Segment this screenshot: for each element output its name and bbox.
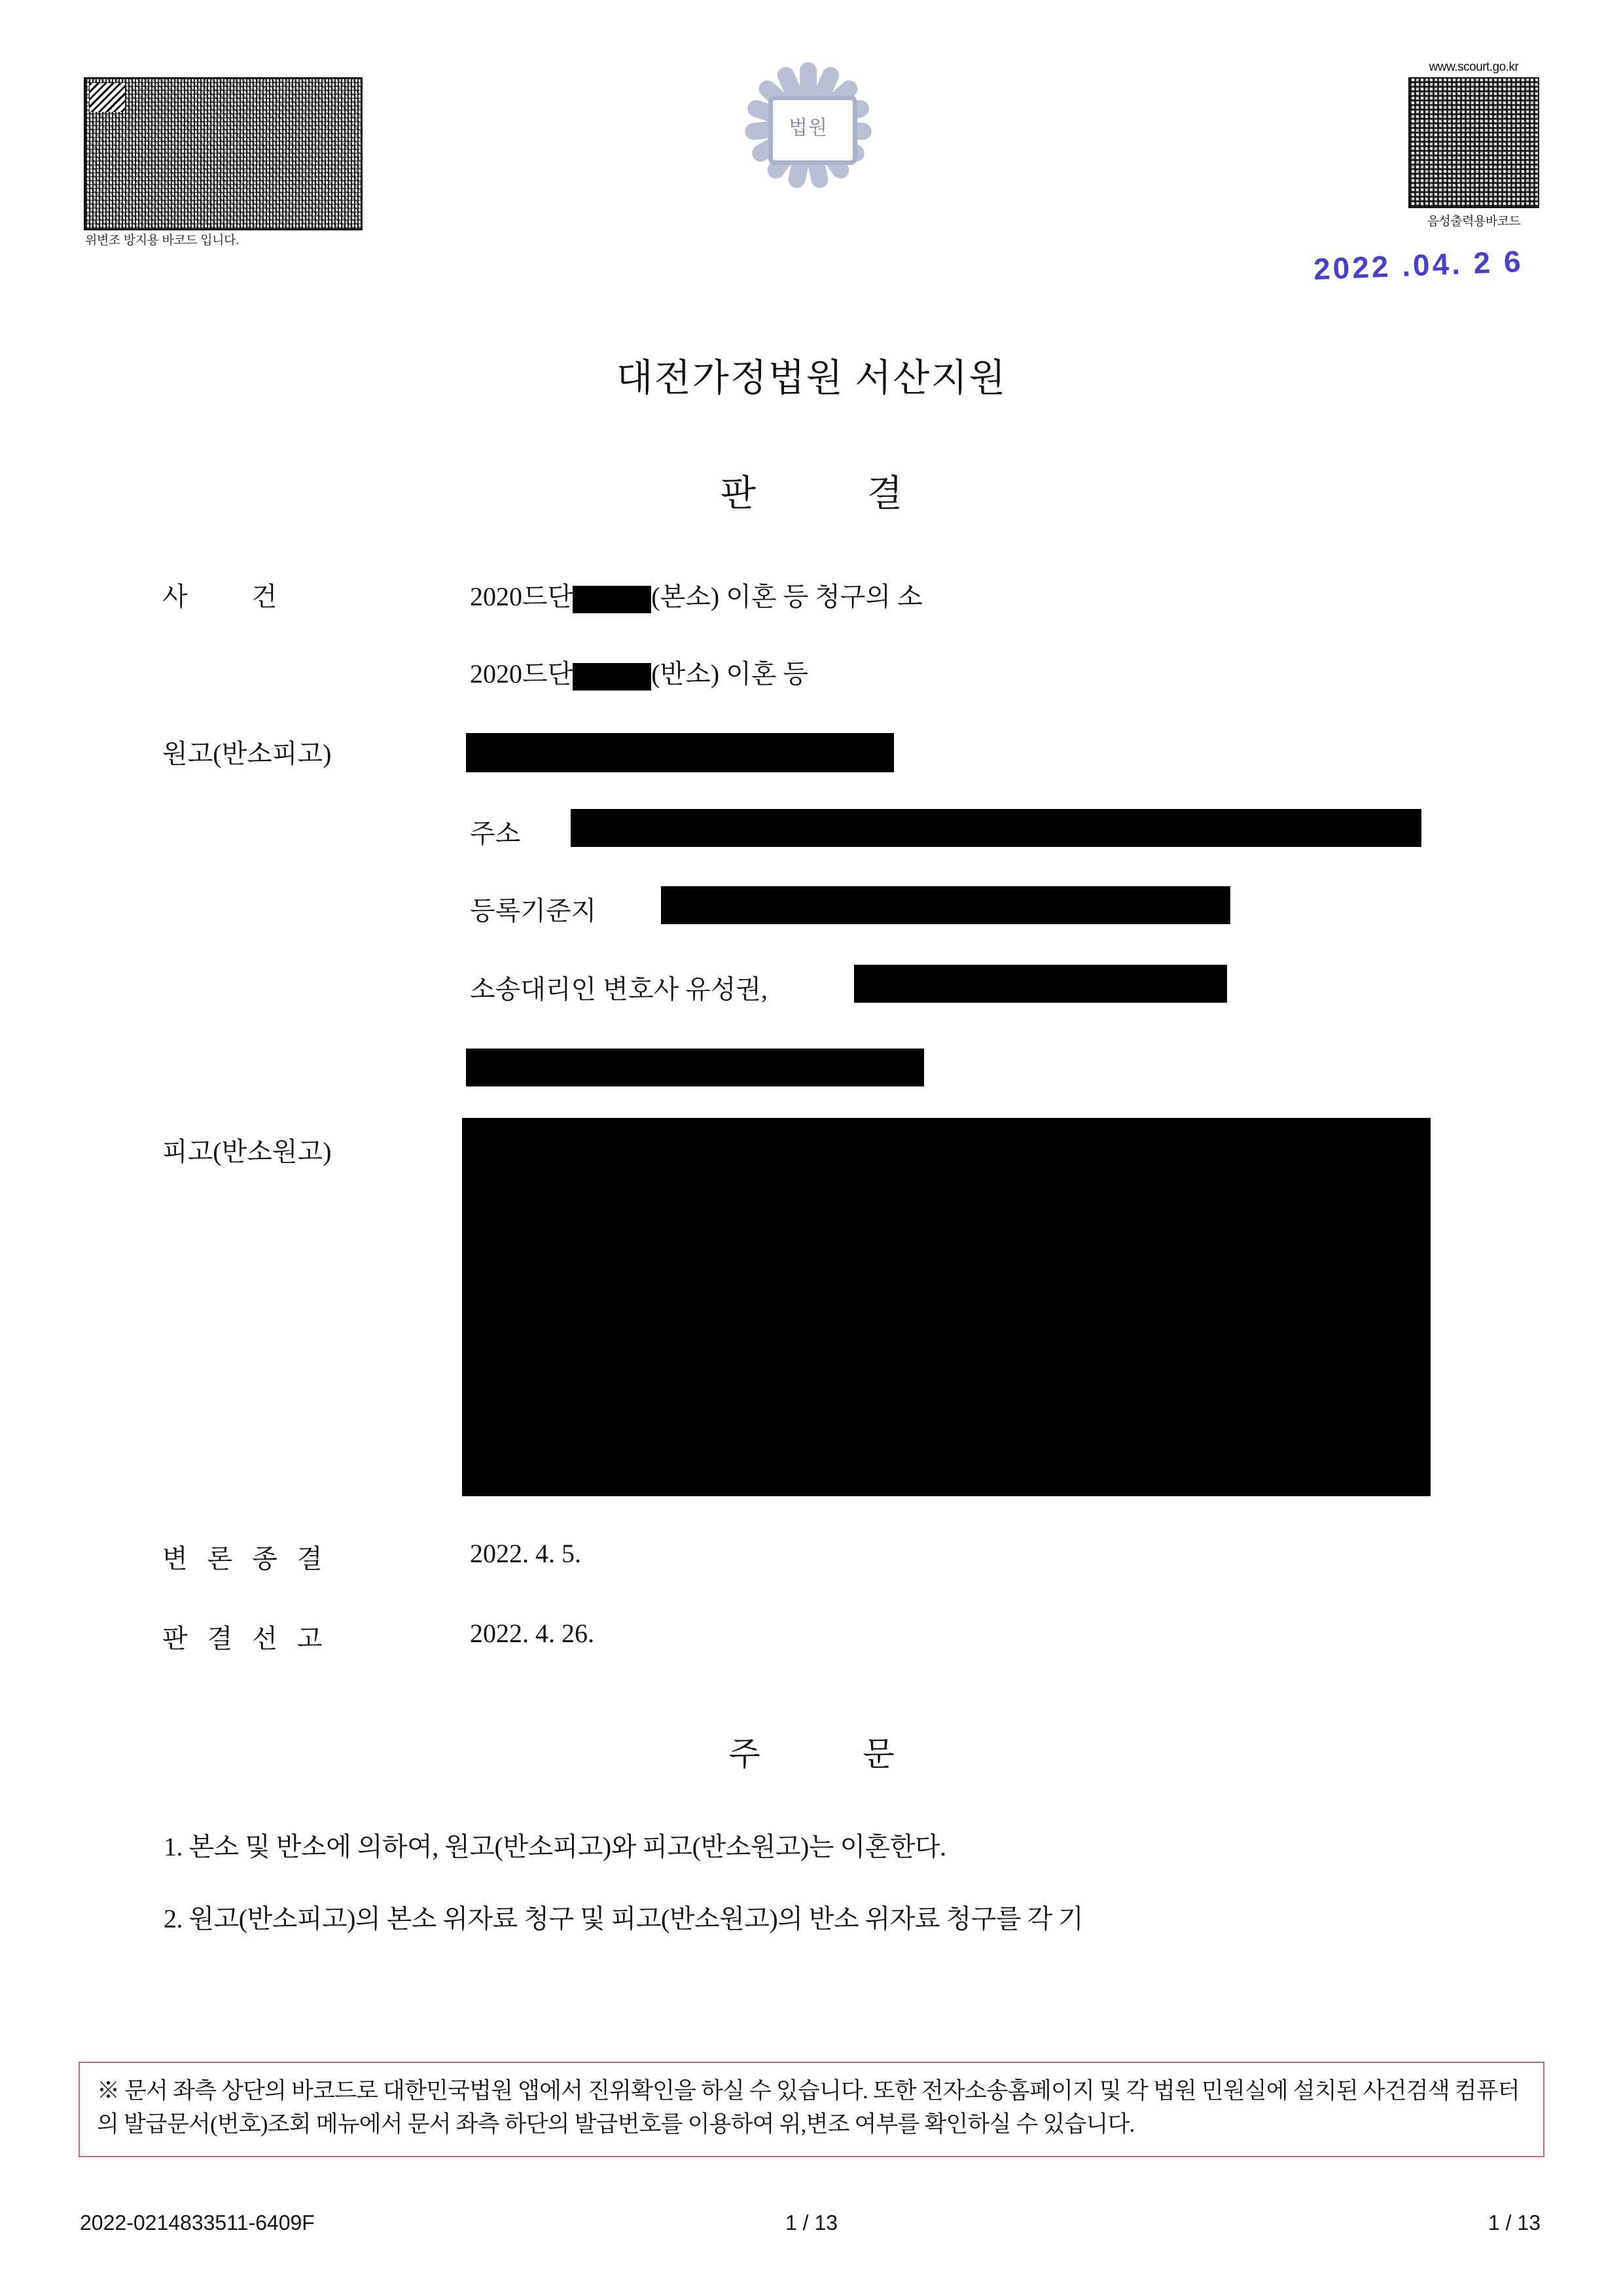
page-number-center: 1 / 13 [785,2211,838,2234]
registry-row [0,890,1623,941]
security-barcode-caption: 위변조 방지용 바코드 입니다. [85,234,239,247]
case-row-2 [0,653,1623,704]
redaction-block [466,1049,924,1086]
case-value-1 [470,576,923,613]
defendant-label: 피고(반소원고) [162,1137,332,1166]
court-name: 대전가정법원 서산지원 [616,357,1007,399]
plaintiff-row [0,733,1623,784]
page-number-right: 1 / 13 [1488,2211,1541,2234]
ruling-item-1: 1. 본소 및 반소에 의하여, 원고(반소피고)와 피고(반소원고)는 이혼한다. [164,1832,946,1861]
closing-argument-row [0,1538,1623,1589]
judgment-label: 판 결 선 고 [162,1624,329,1653]
redaction-block [466,733,894,772]
security-barcode-icon [84,77,363,230]
address-row [0,813,1623,864]
verification-notice: ※ 문서 좌측 상단의 바코드로 대한민국법원 앱에서 진위확인을 하실 수 있습니다. 또한 전자소송홈페이지 및 각 법원 민원실에 설치된 사건검색 컴퓨터의 발급문서(번호)조회 메뉴에서 문서 좌측 하단의 발급번호를 이용하여 위,변조 여부를 확인하실 수 있습니다. [79,2062,1544,2157]
plaintiff-name-redacted [466,733,894,772]
emblem-label: 법원 [789,117,828,139]
redaction-block [573,663,651,691]
case-number-suffix-1: (본소) 이혼 등 청구의 소 [651,582,923,611]
date-stamp: 2022 .04. 2 6 [1313,243,1524,287]
case-number-prefix-2: 2020드단 [470,659,573,689]
judgment-date-row [0,1618,1623,1669]
court-emblem-icon [726,60,890,191]
defendant-row [0,1131,1623,1182]
closing-label: 변 론 종 결 [162,1544,329,1573]
address-label: 주소 [470,819,521,848]
qr-code-icon [1408,77,1539,208]
court-website-url: www.scourt.go.kr [1429,60,1519,74]
redaction-block [661,886,1230,924]
redaction-block [571,809,1421,847]
plaintiff-label: 원고(반소피고) [162,739,332,768]
case-number-suffix-2: (반소) 이혼 등 [651,659,809,689]
judgment-value: 2022. 4. 26. [470,1619,594,1648]
redaction-block [854,965,1227,1003]
redaction-block [462,1118,1431,1496]
attorney-label: 소송대리인 변호사 유성권, [470,975,768,1004]
case-row-1 [0,576,1623,627]
qr-caption: 음성출력용바코드 [1427,215,1521,228]
closing-value: 2022. 4. 5. [470,1539,581,1568]
case-number-prefix-1: 2020드단 [470,582,573,611]
issue-number: 2022-0214833511-6409F [80,2211,315,2234]
registry-label: 등록기준지 [470,896,597,925]
case-value-2 [470,653,808,691]
ruling-item-2: 2. 원고(반소피고)의 본소 위자료 청구 및 피고(반소원고)의 반소 위자료 청구를 각 기 [164,1904,1084,1933]
attorney-row [0,969,1623,1020]
audio-qr-block [1408,60,1539,229]
page-title: 판 결 [720,474,954,514]
ruling-section-title: 주 문 [728,1736,942,1772]
case-label: 사 건 [162,582,306,611]
redaction-block [573,586,651,613]
